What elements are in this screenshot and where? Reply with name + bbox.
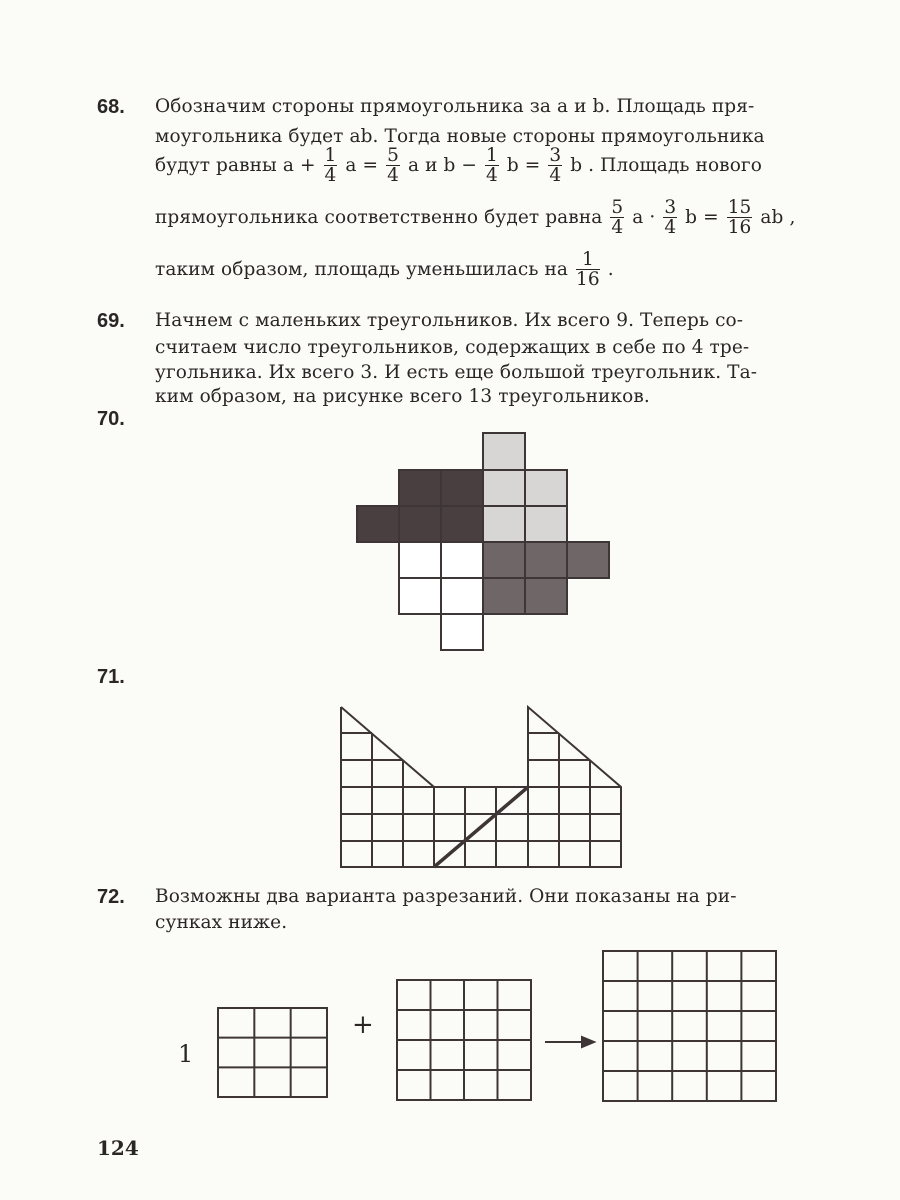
text: b . Площадь нового <box>570 154 762 176</box>
fraction: $\frac{3}{4}$ <box>549 145 562 187</box>
grid-cell <box>483 542 525 578</box>
text: ab , <box>760 206 796 228</box>
fraction: $\frac{5}{4}$ <box>387 145 399 187</box>
grid-cell <box>441 578 483 614</box>
fraction: $\frac{1}{16}$ <box>576 249 600 291</box>
problem-69-line: считаем число треугольников, содержащих в себе по 4 тре- <box>155 337 750 358</box>
problem-71-number: 71. <box>97 666 125 688</box>
grid-cell <box>525 542 567 578</box>
text: b = <box>506 154 541 176</box>
page-number: 124 <box>97 1136 139 1160</box>
text: . <box>607 258 614 280</box>
text: таким образом, площадь уменьшилась на <box>155 258 569 280</box>
grid-cell <box>525 506 567 542</box>
problem-68-number: 68. <box>97 96 125 118</box>
text: b = <box>685 206 719 228</box>
figure-70-tiling <box>357 433 609 650</box>
text: a · <box>632 206 656 228</box>
grid-cell <box>441 506 483 542</box>
grid-cell <box>441 470 483 506</box>
arrow-head-icon <box>582 1037 594 1047</box>
square-3x3 <box>218 1008 327 1097</box>
problem-72-number: 72. <box>97 886 125 908</box>
grid-cell <box>525 578 567 614</box>
grid-cell <box>483 470 525 506</box>
grid-cell <box>567 542 609 578</box>
text: прямоугольника соответственно будет равна <box>155 206 603 228</box>
grid-cell <box>399 578 441 614</box>
grid-cell <box>483 578 525 614</box>
text: a = <box>345 154 379 176</box>
fraction: $\frac{15}{16}$ <box>727 197 752 239</box>
problem-72-line: сунках ниже. <box>155 912 288 933</box>
text: a и b − <box>407 154 478 176</box>
grid-cell <box>483 433 525 470</box>
problem-70-number: 70. <box>97 408 125 430</box>
text: будут равны a + <box>155 154 316 176</box>
fraction: $\frac{1}{4}$ <box>486 145 498 187</box>
grid-cell <box>399 542 441 578</box>
problem-68-line2: моугольника будет ab. Тогда новые стороны прямоугольника <box>155 126 765 147</box>
fraction: $\frac{5}{4}$ <box>611 197 624 239</box>
square-5x5 <box>603 951 776 1101</box>
fraction: $\frac{1}{4}$ <box>324 145 337 187</box>
problem-72-line: Возможны два варианта разрезаний. Они показаны на ри- <box>155 886 737 907</box>
figure-71-cut-shape <box>341 707 621 867</box>
problem-68-line1: Обозначим стороны прямоугольника за a и b. Площадь пря- <box>155 96 755 117</box>
grid-cell <box>399 506 441 542</box>
figure-label-1: 1 <box>178 1040 194 1068</box>
problem-69-number: 69. <box>97 310 125 332</box>
grid-cell <box>357 506 399 542</box>
grid-cell <box>399 470 441 506</box>
grid-cell <box>483 506 525 542</box>
fraction: $\frac{3}{4}$ <box>664 197 677 239</box>
grid-cell <box>441 614 483 650</box>
grid-line <box>434 787 528 867</box>
grid-cell <box>441 542 483 578</box>
problem-69-line: Начнем с маленьких треугольников. Их всего 9. Теперь со- <box>155 310 744 331</box>
grid-cell <box>525 470 567 506</box>
plus-sign: + <box>352 1010 374 1040</box>
problem-69-line: ким образом, на рисунке всего 13 треугольников. <box>155 386 650 407</box>
problem-69-line: угольника. Их всего 3. И есть еще большой треугольник. Та- <box>155 362 758 383</box>
figure-72-squares <box>218 951 776 1101</box>
